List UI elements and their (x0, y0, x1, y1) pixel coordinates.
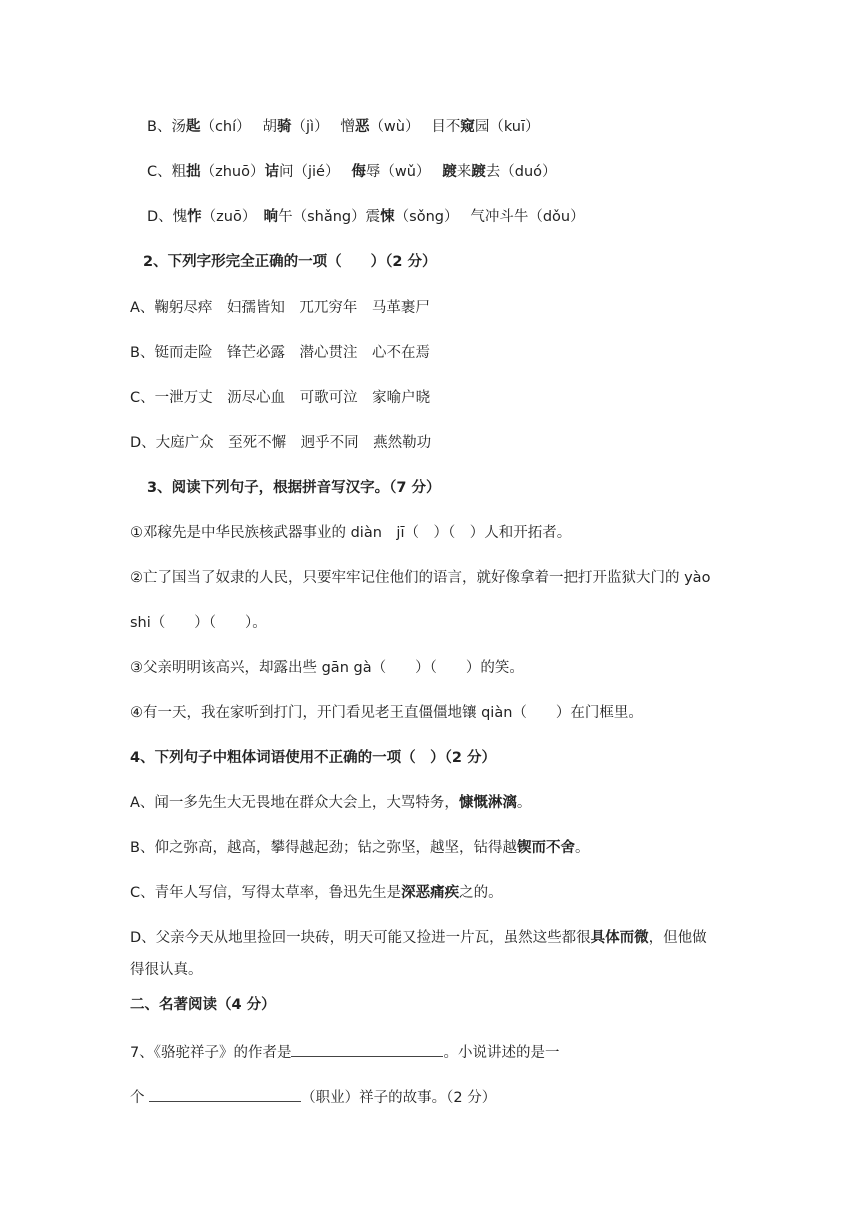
q2-option-d: D、大庭广众 至死不懈 迥乎不同 燕然勒功 (130, 435, 432, 451)
option-text: （zuō） (201, 209, 250, 225)
q3-item-1: ①邓稼先是中华民族核武器事业的 diàn jī（ ）（ ）人和开拓者。 (130, 525, 572, 541)
option-text: 气冲斗牛（dǒu） (451, 209, 585, 225)
q4-option-d (130, 927, 707, 949)
option-text (423, 164, 442, 180)
bold-char: 悚 (380, 209, 395, 225)
q3-item-2: ②亡了国当了奴隶的人民，只要牢牢记住他们的语言，就好像拿着一把打开监狱大门的 yào (130, 570, 711, 586)
q4-option-c (130, 882, 503, 904)
q2-option-a: A、鞠躬尽瘁 妇孺皆知 兀兀穷年 马革裹尸 (130, 300, 430, 316)
q3-item-2-cont: shi（ ）（ ）。 (130, 615, 267, 631)
q7-line2-end: （职业）祥子的故事。（2 分） (301, 1090, 497, 1106)
bold-char: 恶 (354, 119, 370, 135)
bold-char: 踱 (442, 164, 457, 180)
option-label: B、 (147, 119, 172, 135)
q2-title: 2、下列字形完全正确的一项（ ）（2 分） (143, 254, 437, 270)
option-text: （zhuō） (200, 164, 265, 180)
bold-char: 侮 (351, 164, 366, 180)
option-text: （jì） (291, 119, 322, 135)
q4-option-d-cont: 得很认真。 (130, 962, 203, 978)
q7-prompt: 7、《骆驼祥子》的作者是 (130, 1045, 292, 1061)
q3-item-3: ③父亲明明该高兴，却露出些 gān gà（ ）（ ）的笑。 (130, 660, 524, 676)
q1-option-b (147, 116, 540, 138)
option-text: （wù） (369, 119, 413, 135)
bold-char: 拙 (186, 164, 201, 180)
q7-occupation-blank[interactable] (149, 1085, 301, 1102)
option-text: 来 (456, 164, 472, 180)
option-text: 园（kuī） (474, 119, 540, 135)
q7-line-1 (130, 1040, 559, 1064)
option-text: 辱（wǔ） (365, 164, 424, 180)
q4-d-text: D、父亲今天从地里捡回一块砖，明天可能又捡进一片瓦，虽然这些都很 (130, 930, 591, 946)
bold-char: 踱 (471, 164, 486, 180)
q4-option-a (130, 792, 531, 814)
q4-c-text: C、青年人写信，写得太草率，鲁迅先生是 (130, 885, 402, 901)
option-label: C、 (147, 164, 172, 180)
option-text: （sǒng） (394, 209, 452, 225)
option-text: 憎 (321, 119, 355, 135)
bold-char: 晌 (263, 209, 279, 225)
q4-c-end: 之的。 (459, 885, 503, 901)
option-text: （chí） (200, 119, 244, 135)
option-text: 问（jié） (279, 164, 333, 180)
option-label: D、 (147, 209, 173, 225)
option-text: 汤 (171, 119, 186, 135)
q4-a-text: A、闻一多先生大无畏地在群众大会上，大骂特务， (130, 795, 459, 811)
bold-char: 怍 (187, 209, 202, 225)
q4-c-bold-term: 深恶痛疾 (401, 885, 460, 901)
option-text: 粗 (171, 164, 187, 180)
q7-author-blank[interactable] (291, 1040, 443, 1057)
q4-b-text: B、仰之弥高，越高，攀得越起劲；钻之弥坚，越坚，钻得越 (130, 840, 517, 856)
option-text: 午（shǎng）震 (278, 209, 381, 225)
q4-d-bold-term: 具体而微 (590, 930, 649, 946)
q1-option-d (147, 206, 585, 228)
option-text: 去（duó） (485, 164, 557, 180)
q4-b-bold-term: 锲而不舍 (516, 840, 575, 856)
q7-line-2 (130, 1085, 496, 1109)
q2-option-b: B、铤而走险 锋芒必露 潜心贯注 心不在焉 (130, 345, 430, 361)
q4-a-end: 。 (516, 795, 532, 811)
bold-char: 窥 (460, 119, 475, 135)
q3-title: 3、阅读下列句子，根据拼音写汉字。（7 分） (147, 480, 441, 496)
option-text: 胡 (243, 119, 278, 135)
q4-title: 4、下列句子中粗体词语使用不正确的一项（ ）（2 分） (130, 750, 496, 766)
option-text (332, 164, 351, 180)
q4-b-end: 。 (574, 840, 590, 856)
q7-mid: 。小说讲述的是一 (443, 1045, 560, 1061)
q4-a-bold-term: 慷慨淋漓 (458, 795, 517, 811)
bold-char: 匙 (185, 119, 201, 135)
q7-line2-start: 个 (130, 1090, 150, 1106)
section2-title: 二、名著阅读（4 分） (130, 997, 276, 1013)
q2-option-c: C、一泄万丈 沥尽心血 可歌可泣 家喻户晓 (130, 390, 431, 406)
q4-d-end: ，但他做 (648, 930, 707, 946)
option-text: 目不 (412, 119, 461, 135)
bold-char: 骑 (277, 119, 292, 135)
option-text: 愧 (172, 209, 188, 225)
q3-item-4: ④有一天，我在家听到打门，开门看见老王直僵僵地镶 qiàn（ ）在门框里。 (130, 705, 643, 721)
bold-char: 诘 (264, 164, 279, 180)
q1-option-c (147, 161, 557, 183)
q4-option-b (130, 837, 589, 859)
option-text (249, 209, 264, 225)
